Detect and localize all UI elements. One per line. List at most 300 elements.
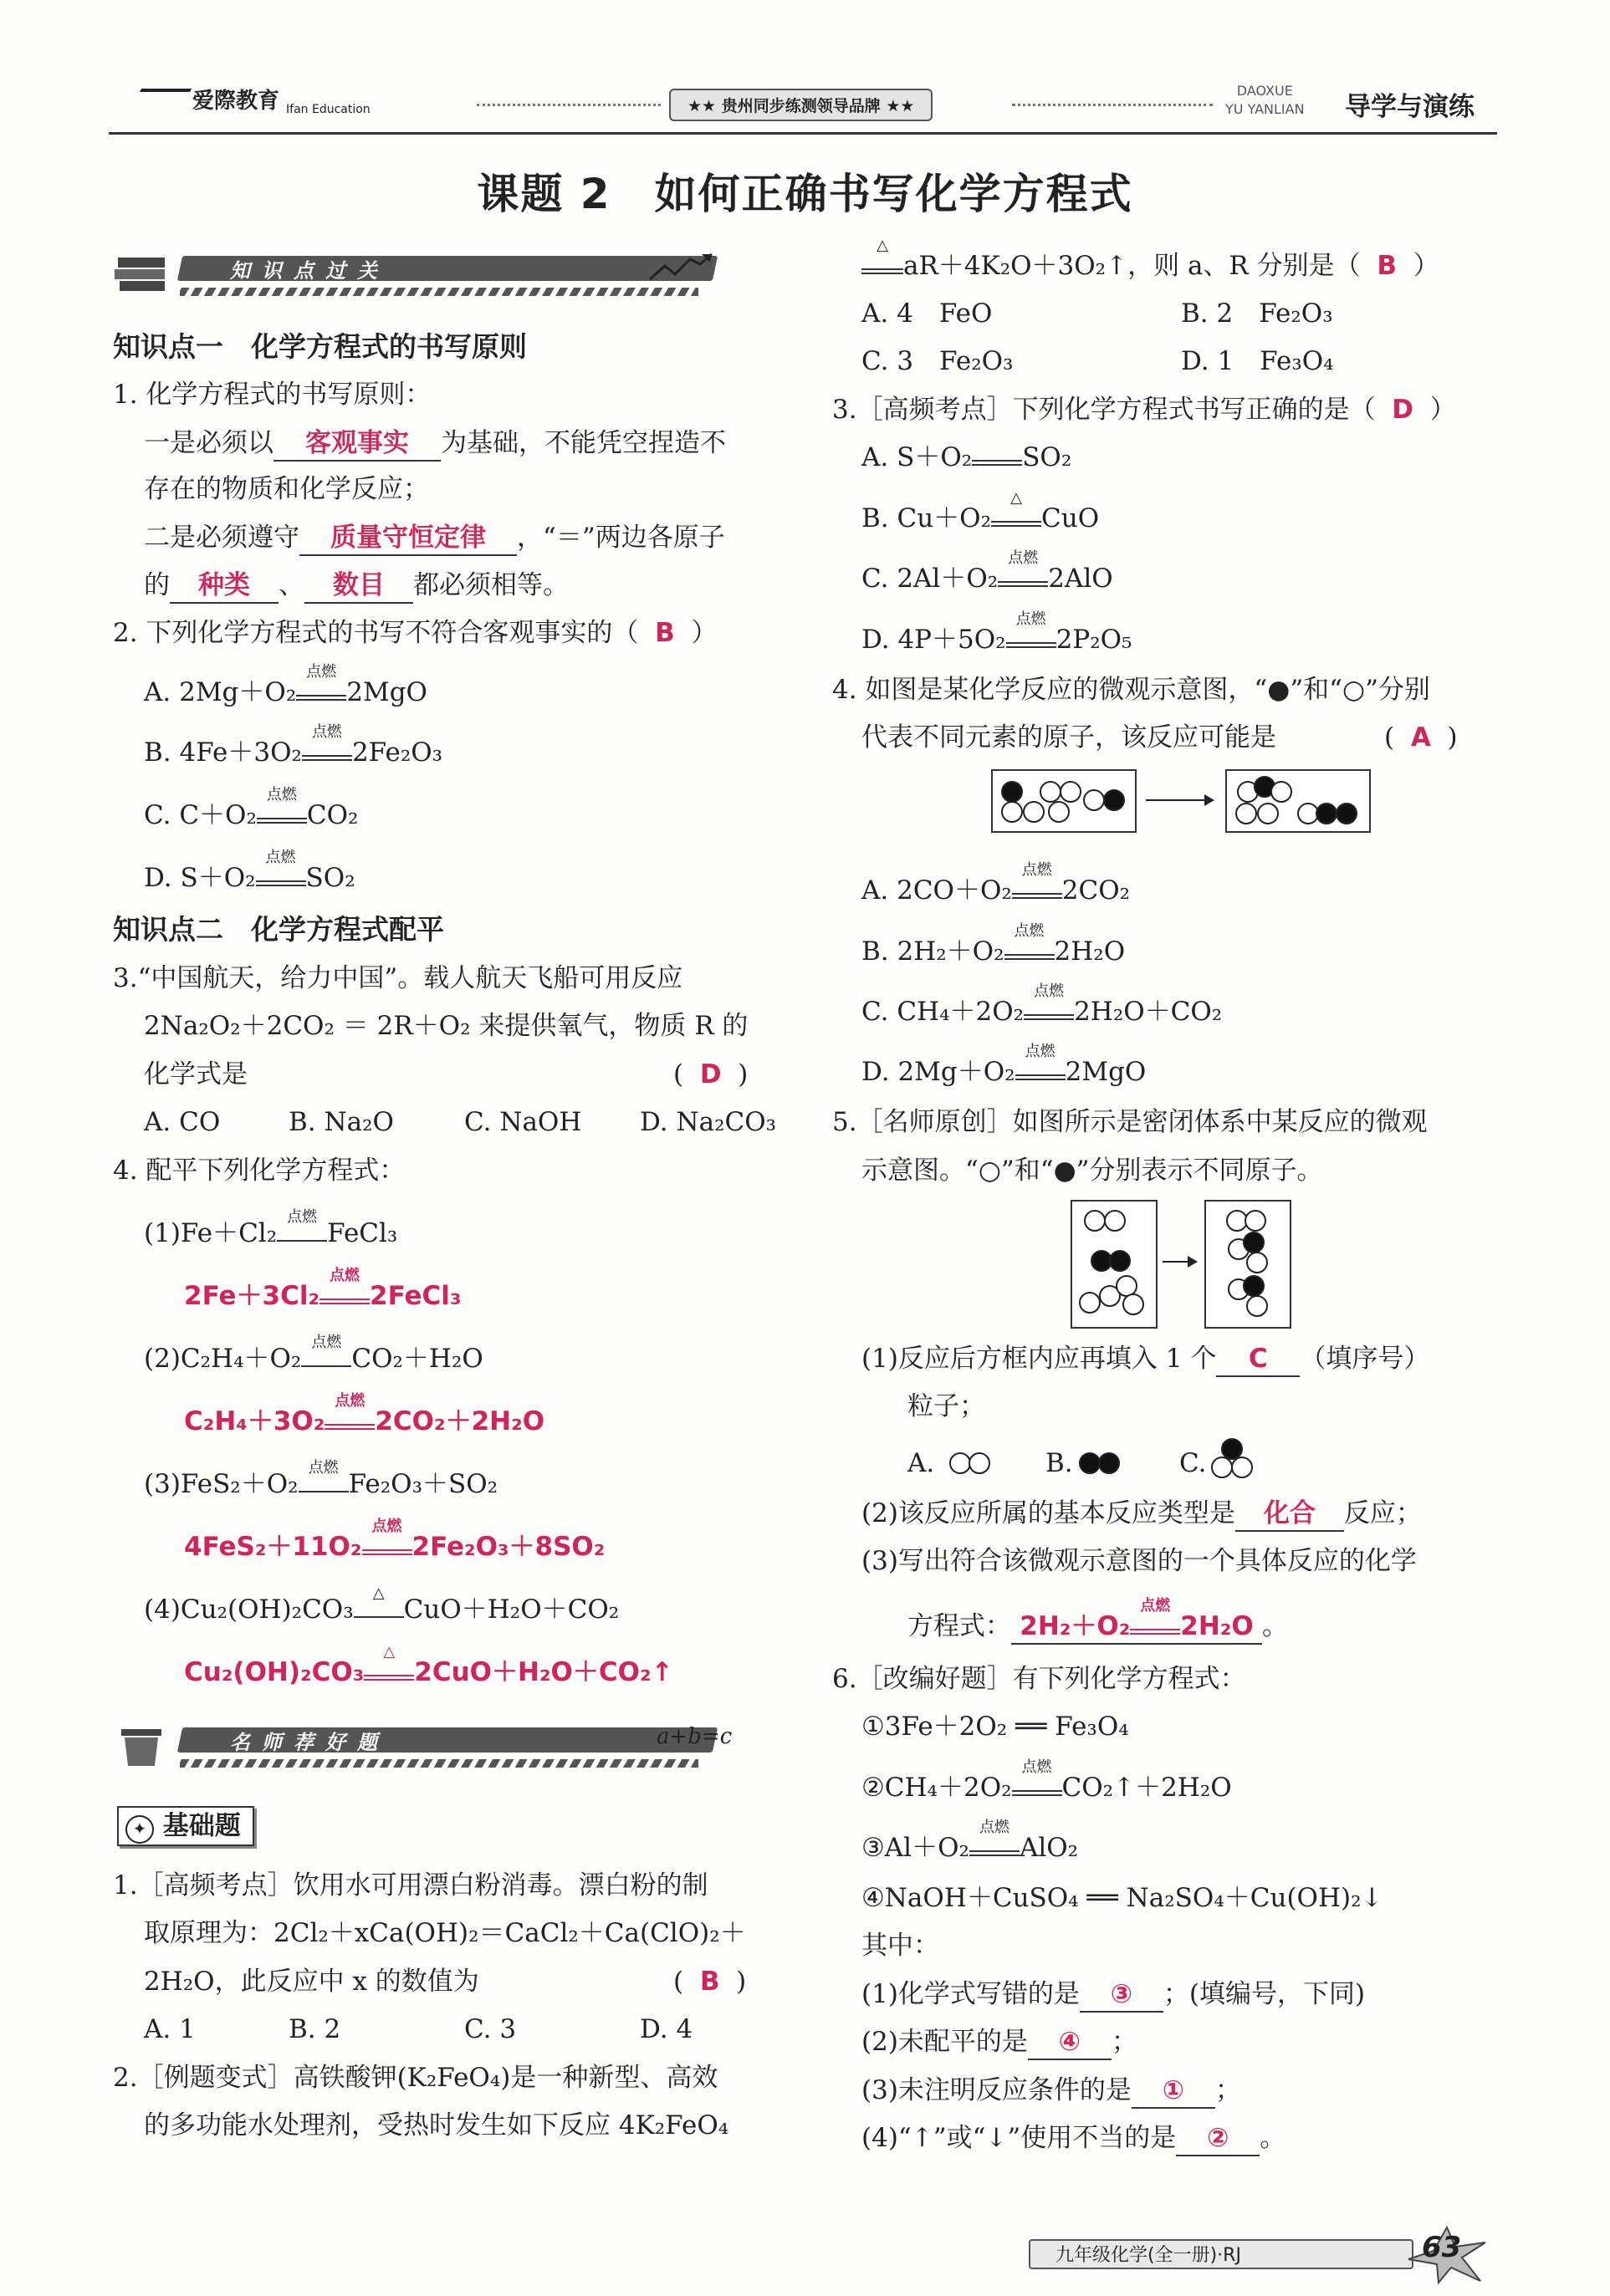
eq-lhs: Cu₂(OH)₂CO₃: [184, 1657, 365, 1687]
b3-option-a[interactable]: [861, 441, 1071, 474]
b4-after-box: [1225, 769, 1371, 833]
atom-black: [1103, 789, 1125, 811]
b6-blank-4[interactable]: [1176, 2121, 1260, 2156]
equal-sign: [972, 460, 1022, 466]
reaction-arrow: [1163, 1261, 1196, 1263]
eq-rhs: 2AlO: [1048, 564, 1113, 594]
b4-answer[interactable]: A: [1410, 722, 1431, 753]
b4-option-c[interactable]: [861, 982, 1223, 1028]
trend-arrow-icon: [648, 251, 715, 284]
q1-line2: 存在的物质和化学反应；: [144, 474, 429, 504]
q1-line4: [144, 569, 569, 604]
b5-q2: [861, 1497, 1422, 1532]
b5-q3-answer-line: [907, 1597, 1288, 1645]
q4-4: [144, 1584, 620, 1626]
q2-answer[interactable]: B: [655, 618, 675, 648]
q1-blank-2[interactable]: [299, 521, 517, 556]
q1-text: 的: [144, 570, 170, 600]
eq-condition: [319, 1267, 370, 1304]
b5-text: 。: [1262, 1611, 1288, 1641]
atom-black: [1098, 1452, 1120, 1474]
condition-text: 点燃: [1021, 1758, 1052, 1776]
b1-line2: 取原理为：2Cl₂＋xCa(OH)₂＝CaCl₂＋Ca(ClO)₂＋: [144, 1918, 746, 1948]
atom-white: [1270, 781, 1292, 803]
condition-text: 点燃: [266, 786, 297, 804]
condition-text: △: [877, 237, 888, 254]
banner-knowledge: [113, 251, 732, 296]
eq-condition: [1130, 1597, 1180, 1635]
eq-condition: [1006, 610, 1056, 648]
b5-text: （填序号）: [1300, 1344, 1430, 1374]
q3-line2: 2Na₂O₂＋2CO₂ ＝ 2R＋O₂ 来提供氧气，物质 R 的: [144, 1011, 749, 1041]
b6-text: ；(填编号，下同): [1163, 1979, 1366, 2009]
b6-answer-3: ①: [1162, 2075, 1185, 2105]
b5-option-c[interactable]: [1179, 1446, 1206, 1480]
b4-option-b[interactable]: [861, 922, 1126, 968]
q1-line3: [144, 521, 725, 556]
b6-blank-2[interactable]: [1028, 2025, 1112, 2060]
page-number: 63: [1422, 2231, 1462, 2264]
b6-text: (2)未配平的是: [861, 2027, 1028, 2057]
b4-line2: 代表不同元素的原子，该反应可能是: [861, 722, 1276, 753]
b5-option-label: B.: [1045, 1448, 1073, 1478]
header-dots-right: [1012, 104, 1213, 106]
q4-stem: 4. 配平下列化学方程式：: [113, 1156, 406, 1186]
eq-arrow-condition: [301, 1334, 351, 1367]
b6-q1: [861, 1977, 1365, 2013]
atom-white: [1257, 803, 1279, 824]
equal-sign: [1012, 1790, 1062, 1796]
condition-text: 点燃: [1034, 982, 1065, 1000]
eq-condition: [1024, 982, 1074, 1020]
banner-recommend-text: 名师荐好题: [230, 1731, 389, 1754]
atom-white: [1040, 781, 1061, 803]
b6-text: (3)未注明反应条件的是: [861, 2075, 1132, 2105]
eq-condition: [256, 849, 306, 886]
condition-text: 点燃: [1015, 610, 1046, 628]
q2-option-b[interactable]: [144, 723, 443, 769]
q4-3-answer: [184, 1518, 606, 1564]
b2-option-b[interactable]: B. 2 Fe₂O₃: [1181, 298, 1333, 329]
equal-sign: [991, 521, 1041, 527]
b6-answer-2: ④: [1058, 2027, 1081, 2057]
atom-white: [1246, 1252, 1268, 1273]
equal-sign: [998, 581, 1048, 587]
b5-answer-1: C: [1248, 1344, 1268, 1374]
eq-arrow-condition: [354, 1584, 404, 1618]
atom-white: [1231, 1457, 1253, 1478]
b5-answer-2: 化合: [1263, 1498, 1316, 1528]
q2-text: ）: [691, 618, 718, 648]
b6-text: ；: [1111, 2027, 1137, 2057]
atom-black: [1001, 781, 1023, 803]
eq-rhs: SO₂: [1022, 442, 1072, 472]
q4-4-answer: [184, 1643, 673, 1689]
banner-knowledge-text: 知识点过关: [230, 259, 389, 283]
b5-text: (2)该反应所属的基本反应类型是: [861, 1498, 1235, 1528]
eq-lhs: ③Al＋O₂: [861, 1833, 969, 1863]
b5-line1: 5.［名师原创］如图所示是密闭体系中某反应的微观: [832, 1107, 1428, 1137]
eq-rhs: 2H₂O: [1180, 1611, 1254, 1641]
condition-text: 点燃: [287, 1208, 318, 1226]
eq-rhs: CuO: [1041, 503, 1100, 533]
b6-among: 其中：: [861, 1931, 939, 1961]
eq-rhs: 2MgO: [346, 677, 427, 707]
eq-condition: [325, 1392, 375, 1430]
b5-q1-cont: 粒子；: [907, 1391, 985, 1421]
eq-condition: [364, 1643, 414, 1681]
atom-black: [1243, 1232, 1265, 1253]
b5-option-label: A.: [907, 1448, 935, 1478]
b5-option-label: C.: [1179, 1448, 1207, 1478]
b5-after-box: [1204, 1200, 1291, 1329]
atom-black: [1316, 803, 1337, 824]
eq-lhs: ②CH₄＋2O₂: [861, 1773, 1012, 1803]
eq-rhs: SO₂: [305, 863, 355, 893]
page-footer: [1029, 2231, 1497, 2273]
eq-arrow-condition: [299, 1459, 349, 1492]
b3-option-b[interactable]: [861, 489, 1100, 535]
eq-rhs: 2Fe₂O₃＋8SO₂: [411, 1532, 606, 1562]
series-pinyin: [1225, 82, 1305, 119]
q3-answer-bracket: ( D ): [673, 1059, 749, 1089]
b5-option-b[interactable]: [1045, 1446, 1073, 1480]
eq-rhs: 2P₂O₅: [1055, 625, 1132, 655]
b6-text: 。: [1260, 2123, 1286, 2153]
banner-formula-text: a+b=c: [657, 1724, 733, 1749]
eq-condition: [1004, 922, 1055, 960]
equal-sign: [364, 1675, 414, 1681]
b6-text: (1)化学式写错的是: [861, 1979, 1080, 2009]
b6-q4: [861, 2121, 1285, 2156]
b4-before-box: [991, 769, 1137, 833]
equal-sign: [325, 1424, 375, 1430]
b2-line3: △ aR＋4K₂O＋3O₂↑，则 a、R 分别是（ B ）: [861, 249, 1439, 283]
q1-blank-1[interactable]: [273, 426, 441, 462]
b1-line1: 1.［高频考点］饮用水可用漂白粉消毒。漂白粉的制: [113, 1870, 708, 1901]
reaction-arrow: [1146, 799, 1213, 801]
equal-sign: [1006, 642, 1056, 648]
arrow-line: [299, 1491, 349, 1492]
b4-line1: 4. 如图是某化学反应的微观示意图，“●”和“○”分别: [832, 675, 1430, 705]
condition-text: 点燃: [265, 849, 296, 866]
logo-subtext: Ifan Education: [286, 103, 371, 116]
eq-rhs: 2H₂O＋CO₂: [1074, 997, 1223, 1027]
eq-rhs: Fe₂O₃＋SO₂: [348, 1469, 498, 1499]
eq-lhs: 2H₂＋O₂: [1020, 1611, 1131, 1641]
q2-option-a[interactable]: [144, 663, 427, 709]
b2-option-d[interactable]: D. 1 Fe₃O₄: [1181, 346, 1334, 376]
eq-lhs: B. 4Fe＋3O₂: [144, 737, 302, 768]
eq-lhs: B. Cu＋O₂: [861, 503, 992, 533]
atom-white: [1104, 1210, 1126, 1232]
page-title: 课题 2 如何正确书写化学方程式: [477, 170, 1133, 218]
b4-option-d[interactable]: [861, 1043, 1147, 1089]
b1-option-a[interactable]: A. 1: [144, 2014, 196, 2044]
b1-answer-bracket: ( B ): [673, 1967, 747, 1997]
condition-text: 点燃: [335, 1392, 365, 1410]
equal-sign: [969, 1850, 1020, 1856]
atom-white: [969, 1452, 990, 1474]
condition-text: 点燃: [1025, 1043, 1055, 1060]
q1-line1: [144, 426, 726, 462]
q1-blank-4[interactable]: [304, 569, 413, 604]
eq-rhs: AlO₂: [1019, 1833, 1079, 1863]
b4-answer-bracket: ( A ): [1384, 722, 1458, 753]
condition-text: 点燃: [311, 723, 342, 741]
eq-condition: [362, 1518, 412, 1555]
condition-text: 点燃: [1140, 1597, 1171, 1615]
equal-sign: [257, 818, 307, 824]
q1-answer-4: 数目: [333, 570, 385, 600]
condition-text: 点燃: [1014, 922, 1045, 940]
eq-lhs: 4FeS₂＋11O₂: [184, 1532, 362, 1562]
b6-q2: [861, 2025, 1137, 2060]
equal-sign: [1015, 1074, 1066, 1080]
condition-text: 点燃: [979, 1819, 1009, 1836]
q2-text: 2. 下列化学方程式的书写不符合客观事实的（: [113, 618, 639, 648]
b6-eq-3: [861, 1819, 1079, 1865]
atom-white: [1023, 801, 1045, 823]
b1-option-b[interactable]: B. 2: [289, 2014, 341, 2044]
q2-stem: [113, 616, 718, 650]
b6-text: (4)“↑”或“↓”使用不当的是: [861, 2123, 1177, 2153]
condition-text: 点燃: [306, 663, 337, 681]
q3-answer[interactable]: D: [699, 1059, 722, 1089]
q4-2-answer: [184, 1392, 545, 1438]
eq-lhs: (2)C₂H₄＋O₂: [144, 1344, 302, 1374]
eq-rhs: 2H₂O: [1054, 936, 1126, 967]
atom-white: [1060, 781, 1081, 803]
kp2-heading: 知识点二 化学方程式配平: [113, 913, 444, 946]
q3-line1: 3.“中国航天，给力中国”。载人航天飞船可用反应: [113, 963, 683, 993]
eq-rhs: CO₂＋H₂O: [351, 1344, 483, 1374]
condition-text: △: [372, 1584, 385, 1602]
header-slogan: ★★ 贵州同步练测领导品牌 ★★: [669, 89, 933, 121]
q3-option-b[interactable]: B. Na₂O: [289, 1107, 394, 1137]
eq-condition: [991, 489, 1041, 527]
arrow-line: [354, 1616, 404, 1618]
b5-before-box: [1071, 1200, 1158, 1329]
b3-text: 3.［高频考点］下列化学方程式书写正确的是（: [832, 395, 1376, 425]
b5-blank-1[interactable]: [1216, 1342, 1300, 1377]
eq-arrow-condition: [277, 1208, 327, 1242]
q1-text: 都必须相等。: [413, 570, 569, 600]
publisher-logo: [134, 84, 371, 116]
eq-lhs: A. 2CO＋O₂: [861, 875, 1012, 906]
b2-line1: 2.［例题变式］高铁酸钾(K₂FeO₄)是一种新型、高效: [113, 2063, 718, 2093]
slogan-text: 贵州同步练测领导品牌: [721, 97, 881, 115]
eq-condition: [998, 549, 1048, 587]
logo-mark-icon: [126, 89, 192, 115]
b2-text: aR＋4K₂O＋3O₂↑，则 a、R 分别是（: [903, 251, 1361, 281]
b5-text: (1)反应后方框内应再填入 1 个: [861, 1344, 1217, 1374]
q2-option-d[interactable]: [144, 849, 355, 895]
eq-rhs: CO₂↑＋2H₂O: [1061, 1773, 1232, 1803]
eq-rhs: 2FeCl₃: [370, 1281, 462, 1311]
eq-condition: [1012, 1758, 1062, 1796]
b5-line2: 示意图。“○”和“●”分别表示不同原子。: [861, 1156, 1323, 1186]
atom-white: [1048, 801, 1070, 823]
b5-q1: [861, 1342, 1429, 1377]
b5-blank-2[interactable]: [1235, 1497, 1344, 1532]
equal-sign: [1012, 893, 1062, 899]
eq-condition: [1015, 1043, 1066, 1080]
b1-answer[interactable]: B: [699, 1967, 720, 1997]
q1-text: 为基础，不能凭空捏造不: [441, 428, 726, 458]
q3-line3: 化学式是: [144, 1059, 248, 1089]
eq-lhs: C. CH₄＋2O₂: [861, 997, 1025, 1027]
eq-rhs: FeCl₃: [327, 1218, 398, 1248]
eq-condition: [969, 1819, 1020, 1856]
eq-rhs: 2CO₂: [1061, 875, 1131, 906]
eq-lhs: C. C＋O₂: [144, 800, 257, 830]
equal-sign: [362, 1549, 412, 1555]
atom-white: [1245, 1210, 1266, 1232]
eq-rhs: CuO＋H₂O＋CO₂: [403, 1594, 620, 1625]
b2-option-c[interactable]: C. 3 Fe₂O₃: [861, 346, 1014, 376]
q3-option-a[interactable]: A. CO: [144, 1107, 221, 1137]
book-title: 九年级化学(全一册)·RJ: [1029, 2239, 1413, 2269]
q1-text: ，“＝”两边各原子: [517, 523, 725, 553]
atom-white: [1083, 789, 1105, 811]
atom-white: [1084, 1210, 1106, 1232]
eq-condition: [302, 723, 352, 761]
b6-eq-4: ④NaOH＋CuSO₄ ══ Na₂SO₄＋Cu(OH)₂↓: [861, 1883, 1383, 1913]
b5-q3: (3)写出符合该微观示意图的一个具体反应的化学: [861, 1546, 1417, 1576]
b3-answer[interactable]: D: [1392, 395, 1414, 425]
atom-black: [1109, 1250, 1131, 1272]
b2-line2: 的多功能水处理剂，受热时发生如下反应 4K₂FeO₄: [144, 2110, 729, 2140]
q1-text: 一是必须以: [144, 428, 273, 458]
eq-rhs: 2CO₂＋2H₂O: [375, 1406, 545, 1436]
b6-q3: [861, 2074, 1241, 2109]
eq-condition: [296, 663, 346, 701]
eq-condition: [972, 448, 1022, 466]
eq-lhs: (1)Fe＋Cl₂: [144, 1218, 278, 1248]
eq-rhs: 2CuO＋H₂O＋CO₂↑: [414, 1657, 673, 1687]
eq-rhs: 2Fe₂O₃: [351, 737, 443, 768]
b6-blank-3[interactable]: [1132, 2074, 1215, 2109]
b2-option-a[interactable]: A. 4 FeO: [861, 298, 993, 329]
banner-recommend: [113, 1722, 732, 1768]
b3-option-d[interactable]: [861, 610, 1132, 656]
series-title: 导学与演练: [1345, 92, 1475, 122]
b5-option-a[interactable]: [907, 1446, 934, 1480]
eq-condition: [1012, 861, 1062, 899]
eq-lhs: (3)FeS₂＋O₂: [144, 1469, 299, 1499]
b6-text: ；: [1214, 2075, 1241, 2105]
q1-text: 二是必须遵守: [144, 523, 299, 553]
eq-lhs: D. 2Mg＋O₂: [861, 1057, 1015, 1087]
eq-lhs: 2Fe＋3Cl₂: [184, 1281, 320, 1311]
condition-text: 点燃: [330, 1267, 360, 1284]
b6-eq-1: ①3Fe＋2O₂ ══ Fe₃O₄: [861, 1712, 1129, 1742]
equal-sign: [256, 880, 306, 886]
atom-white: [1246, 1295, 1268, 1317]
q3-option-c[interactable]: C. NaOH: [464, 1107, 582, 1137]
equal-sign: [1024, 1014, 1074, 1020]
b2-answer[interactable]: B: [1377, 251, 1397, 281]
equal-sign: [319, 1299, 370, 1304]
q4-3: [144, 1459, 498, 1501]
eq-lhs: D. S＋O₂: [144, 863, 256, 893]
logo-text: 爱際教育: [192, 89, 280, 114]
b6-blank-1[interactable]: [1080, 1977, 1163, 2013]
eq-condition: [861, 237, 903, 274]
atom-white: [1079, 1292, 1101, 1314]
b3-option-c[interactable]: [861, 549, 1113, 595]
b6-eq-2: [861, 1758, 1232, 1804]
b6-answer-4: ②: [1207, 2123, 1229, 2153]
lightbulb-icon: ✦: [125, 1815, 154, 1844]
b1-option-d[interactable]: D. 4: [640, 2014, 693, 2044]
q1-answer-2: 质量守恒定律: [330, 523, 486, 553]
equal-sign: [1004, 954, 1055, 960]
banner-stripe: [180, 1759, 698, 1768]
q3-option-d[interactable]: D. Na₂CO₃: [640, 1107, 777, 1137]
b6-answer-1: ③: [1110, 1979, 1133, 2009]
eq-lhs: C. 2Al＋O₂: [861, 564, 999, 594]
atom-black: [1336, 803, 1357, 824]
kp1-heading: 知识点一 化学方程式的书写原则: [113, 330, 527, 363]
b4-option-a[interactable]: [861, 861, 1131, 907]
equal-sign: [302, 755, 352, 761]
b1-option-c[interactable]: C. 3: [464, 2014, 517, 2044]
condition-text: 点燃: [308, 1459, 339, 1477]
eq-lhs: D. 4P＋5O₂: [861, 625, 1006, 655]
pinyin-line-1: DAOXUE: [1236, 83, 1293, 99]
atom-black: [1243, 1275, 1265, 1297]
arrow-line: [277, 1240, 327, 1242]
eq-lhs: C₂H₄＋3O₂: [184, 1406, 325, 1436]
q4-1: [144, 1208, 398, 1250]
b5-blank-3[interactable]: [1011, 1597, 1262, 1645]
banner-stripe: [180, 288, 698, 296]
page-header: [109, 77, 1497, 135]
atom-white: [1235, 803, 1257, 824]
eq-lhs: A. 2Mg＋O₂: [144, 677, 297, 707]
books-icon: [113, 251, 170, 296]
eq-lhs: (4)Cu₂(OH)₂CO₃: [144, 1594, 354, 1625]
condition-text: 点燃: [371, 1518, 402, 1535]
condition-text: 点燃: [311, 1334, 342, 1351]
pinyin-line-2: YU YANLIAN: [1225, 101, 1305, 117]
eq-rhs: CO₂: [306, 800, 359, 830]
q1-blank-3[interactable]: [170, 569, 279, 604]
basic-label-text: 基础题: [162, 1811, 241, 1841]
q4-1-answer: [184, 1267, 462, 1313]
equal-sign: [296, 695, 346, 701]
b5-text: 方程式：: [907, 1611, 1011, 1641]
condition-text: 点燃: [1021, 861, 1052, 879]
condition-text: △: [383, 1643, 396, 1661]
b1-line3: 2H₂O，此反应中 x 的数值为: [144, 1967, 479, 1997]
equal-sign: [861, 268, 903, 274]
q1-text: 、: [279, 570, 304, 600]
q1-answer-3: 种类: [198, 570, 250, 600]
b6-stem: 6.［改编好题］有下列化学方程式：: [832, 1664, 1246, 1694]
basic-section-label: [117, 1806, 254, 1846]
atom-white: [1001, 801, 1023, 823]
atom-white: [1122, 1293, 1144, 1315]
eq-condition: [257, 786, 307, 824]
b5-text: 反应；: [1343, 1498, 1422, 1528]
condition-text: △: [1010, 489, 1022, 507]
q2-option-c[interactable]: [144, 786, 359, 832]
q1-answer-1: 客观事实: [305, 428, 409, 458]
eq-lhs: B. 2H₂＋O₂: [861, 936, 1004, 967]
